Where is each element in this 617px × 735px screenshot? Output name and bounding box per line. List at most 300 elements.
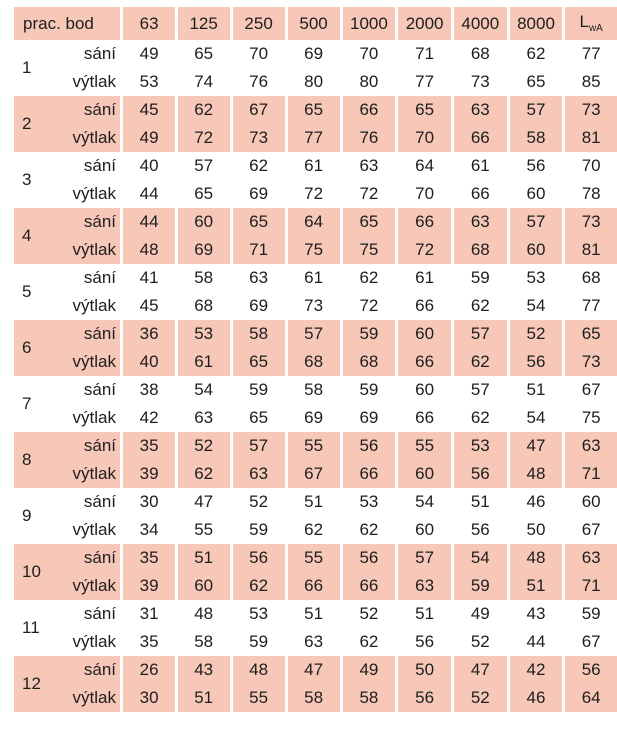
header-freq-500: 500 bbox=[288, 7, 343, 40]
lwa-main: L bbox=[579, 12, 589, 31]
value-cell: 56 bbox=[510, 348, 566, 376]
value-cell: 71 bbox=[233, 236, 288, 264]
value-cell: 72 bbox=[343, 292, 399, 320]
value-cell: 65 bbox=[398, 96, 454, 124]
lwa-cell: 67 bbox=[565, 628, 617, 656]
value-cell: 55 bbox=[288, 432, 343, 460]
point-number: 6 bbox=[22, 338, 32, 357]
value-cell: 51 bbox=[178, 684, 233, 712]
value-cell: 76 bbox=[343, 124, 399, 152]
table-row-point-3-sani bbox=[14, 152, 617, 180]
lwa-cell: 63 bbox=[565, 432, 617, 460]
value-cell: 68 bbox=[343, 348, 399, 376]
value-cell: 62 bbox=[343, 628, 399, 656]
mode-label-vytlak: výtlak bbox=[72, 240, 116, 259]
point-number: 10 bbox=[22, 562, 41, 581]
mode-label-vytlak: výtlak bbox=[72, 576, 116, 595]
mode-label-vytlak: výtlak bbox=[72, 352, 116, 371]
value-cell: 57 bbox=[454, 320, 510, 348]
value-cell: 59 bbox=[233, 628, 288, 656]
row-label bbox=[14, 152, 123, 189]
value-cell: 57 bbox=[510, 208, 566, 236]
value-cell: 44 bbox=[510, 628, 566, 656]
table-row-point-8-sani bbox=[14, 432, 617, 460]
table-row-point-9-vytlak bbox=[14, 516, 617, 544]
mode-label-sani: sání bbox=[83, 268, 116, 287]
value-cell: 72 bbox=[343, 180, 399, 208]
value-cell: 57 bbox=[233, 432, 288, 460]
value-cell: 68 bbox=[178, 292, 233, 320]
value-cell: 66 bbox=[343, 572, 399, 600]
mode-label-vytlak: výtlak bbox=[72, 632, 116, 651]
value-cell: 74 bbox=[178, 68, 233, 96]
mode-label-sani: sání bbox=[83, 100, 116, 119]
table-row-point-9-sani bbox=[14, 488, 617, 516]
value-cell: 72 bbox=[178, 124, 233, 152]
value-cell: 39 bbox=[123, 460, 177, 488]
noise-levels-table bbox=[14, 7, 617, 712]
table-row-point-8-vytlak bbox=[14, 460, 617, 488]
mode-label-sani: sání bbox=[83, 492, 116, 511]
lwa-cell: 73 bbox=[565, 96, 617, 124]
value-cell: 65 bbox=[343, 208, 399, 236]
table-body bbox=[14, 40, 617, 712]
value-cell: 55 bbox=[178, 516, 233, 544]
value-cell: 43 bbox=[510, 600, 566, 628]
value-cell: 58 bbox=[288, 684, 343, 712]
value-cell: 48 bbox=[510, 460, 566, 488]
value-cell: 63 bbox=[454, 96, 510, 124]
value-cell: 68 bbox=[454, 236, 510, 264]
mode-label-sani: sání bbox=[83, 548, 116, 567]
value-cell: 36 bbox=[123, 320, 177, 348]
value-cell: 34 bbox=[123, 516, 177, 544]
row-label bbox=[14, 600, 123, 637]
value-cell: 26 bbox=[123, 656, 177, 684]
value-cell: 30 bbox=[123, 488, 177, 516]
header-lwa bbox=[565, 7, 617, 40]
value-cell: 71 bbox=[398, 40, 454, 68]
row-label bbox=[14, 40, 123, 77]
point-number: 7 bbox=[22, 394, 32, 413]
value-cell: 69 bbox=[288, 40, 343, 68]
value-cell: 51 bbox=[510, 376, 566, 404]
value-cell: 55 bbox=[398, 432, 454, 460]
lwa-cell: 71 bbox=[565, 460, 617, 488]
value-cell: 53 bbox=[178, 320, 233, 348]
value-cell: 66 bbox=[454, 180, 510, 208]
value-cell: 54 bbox=[510, 292, 566, 320]
value-cell: 54 bbox=[178, 376, 233, 404]
table-row-point-6-vytlak bbox=[14, 348, 617, 376]
table-row-point-4-sani bbox=[14, 208, 617, 236]
table-row-point-6-sani bbox=[14, 320, 617, 348]
table-row-point-10-vytlak bbox=[14, 572, 617, 600]
value-cell: 52 bbox=[510, 320, 566, 348]
value-cell: 62 bbox=[454, 292, 510, 320]
value-cell: 58 bbox=[510, 124, 566, 152]
header-freq-2000: 2000 bbox=[398, 7, 454, 40]
value-cell: 66 bbox=[398, 404, 454, 432]
value-cell: 44 bbox=[123, 180, 177, 208]
value-cell: 52 bbox=[343, 600, 399, 628]
value-cell: 53 bbox=[123, 68, 177, 96]
lwa-cell: 81 bbox=[565, 124, 617, 152]
row-label bbox=[14, 488, 123, 525]
value-cell: 59 bbox=[454, 264, 510, 292]
value-cell: 40 bbox=[123, 348, 177, 376]
header-freq-125: 125 bbox=[178, 7, 233, 40]
table-row-point-5-sani bbox=[14, 264, 617, 292]
value-cell: 60 bbox=[398, 516, 454, 544]
lwa-cell: 60 bbox=[565, 488, 617, 516]
value-cell: 62 bbox=[510, 40, 566, 68]
value-cell: 50 bbox=[510, 516, 566, 544]
value-cell: 53 bbox=[510, 264, 566, 292]
header-freq-1000: 1000 bbox=[343, 7, 399, 40]
value-cell: 66 bbox=[454, 124, 510, 152]
value-cell: 64 bbox=[398, 152, 454, 180]
row-label bbox=[14, 432, 123, 469]
mode-label-vytlak: výtlak bbox=[72, 296, 116, 315]
value-cell: 52 bbox=[454, 628, 510, 656]
value-cell: 66 bbox=[288, 572, 343, 600]
value-cell: 63 bbox=[233, 460, 288, 488]
value-cell: 42 bbox=[510, 656, 566, 684]
value-cell: 65 bbox=[233, 348, 288, 376]
value-cell: 42 bbox=[123, 404, 177, 432]
value-cell: 70 bbox=[398, 180, 454, 208]
value-cell: 65 bbox=[233, 404, 288, 432]
mode-label-vytlak: výtlak bbox=[72, 128, 116, 147]
value-cell: 63 bbox=[343, 152, 399, 180]
value-cell: 59 bbox=[233, 516, 288, 544]
row-label bbox=[14, 208, 123, 245]
value-cell: 49 bbox=[343, 656, 399, 684]
value-cell: 56 bbox=[343, 432, 399, 460]
value-cell: 68 bbox=[454, 40, 510, 68]
header-freq-63: 63 bbox=[123, 7, 177, 40]
mode-label-vytlak: výtlak bbox=[72, 408, 116, 427]
value-cell: 73 bbox=[288, 292, 343, 320]
value-cell: 76 bbox=[233, 68, 288, 96]
value-cell: 56 bbox=[343, 544, 399, 572]
point-number: 3 bbox=[22, 170, 32, 189]
value-cell: 65 bbox=[178, 40, 233, 68]
value-cell: 70 bbox=[233, 40, 288, 68]
value-cell: 63 bbox=[288, 628, 343, 656]
point-number: 1 bbox=[22, 58, 32, 77]
table-row-point-1-vytlak bbox=[14, 68, 617, 96]
table-row-point-1-sani bbox=[14, 40, 617, 68]
lwa-cell: 67 bbox=[565, 376, 617, 404]
value-cell: 61 bbox=[398, 264, 454, 292]
value-cell: 61 bbox=[288, 152, 343, 180]
row-label bbox=[14, 320, 123, 357]
value-cell: 48 bbox=[233, 656, 288, 684]
value-cell: 65 bbox=[288, 96, 343, 124]
value-cell: 73 bbox=[233, 124, 288, 152]
lwa-cell: 67 bbox=[565, 516, 617, 544]
value-cell: 53 bbox=[343, 488, 399, 516]
value-cell: 69 bbox=[178, 236, 233, 264]
value-cell: 48 bbox=[510, 544, 566, 572]
value-cell: 69 bbox=[233, 292, 288, 320]
value-cell: 35 bbox=[123, 432, 177, 460]
value-cell: 52 bbox=[233, 488, 288, 516]
value-cell: 66 bbox=[398, 348, 454, 376]
table-row-point-10-sani bbox=[14, 544, 617, 572]
row-label bbox=[14, 656, 123, 693]
value-cell: 70 bbox=[343, 40, 399, 68]
value-cell: 30 bbox=[123, 684, 177, 712]
lwa-cell: 81 bbox=[565, 236, 617, 264]
value-cell: 56 bbox=[454, 460, 510, 488]
value-cell: 58 bbox=[288, 376, 343, 404]
value-cell: 62 bbox=[454, 348, 510, 376]
value-cell: 41 bbox=[123, 264, 177, 292]
value-cell: 31 bbox=[123, 600, 177, 628]
table-header-row bbox=[14, 7, 617, 40]
value-cell: 65 bbox=[233, 208, 288, 236]
lwa-cell: 64 bbox=[565, 684, 617, 712]
value-cell: 64 bbox=[288, 208, 343, 236]
value-cell: 54 bbox=[454, 544, 510, 572]
value-cell: 56 bbox=[454, 516, 510, 544]
point-number: 9 bbox=[22, 506, 32, 525]
value-cell: 49 bbox=[123, 124, 177, 152]
mode-label-sani: sání bbox=[83, 156, 116, 175]
point-number: 4 bbox=[22, 226, 32, 245]
value-cell: 62 bbox=[343, 264, 399, 292]
value-cell: 60 bbox=[398, 376, 454, 404]
value-cell: 69 bbox=[233, 180, 288, 208]
value-cell: 57 bbox=[178, 152, 233, 180]
header-freq-250: 250 bbox=[233, 7, 288, 40]
value-cell: 66 bbox=[343, 96, 399, 124]
value-cell: 51 bbox=[288, 600, 343, 628]
table-row-point-11-vytlak bbox=[14, 628, 617, 656]
mode-label-sani: sání bbox=[83, 324, 116, 343]
value-cell: 54 bbox=[398, 488, 454, 516]
value-cell: 62 bbox=[343, 516, 399, 544]
value-cell: 35 bbox=[123, 628, 177, 656]
value-cell: 56 bbox=[510, 152, 566, 180]
table-row-point-4-vytlak bbox=[14, 236, 617, 264]
value-cell: 38 bbox=[123, 376, 177, 404]
lwa-cell: 85 bbox=[565, 68, 617, 96]
value-cell: 80 bbox=[343, 68, 399, 96]
mode-label-vytlak: výtlak bbox=[72, 72, 116, 91]
value-cell: 47 bbox=[454, 656, 510, 684]
value-cell: 62 bbox=[288, 516, 343, 544]
mode-label-sani: sání bbox=[83, 44, 116, 63]
point-number: 8 bbox=[22, 450, 32, 469]
value-cell: 60 bbox=[178, 208, 233, 236]
header-freq-8000: 8000 bbox=[510, 7, 566, 40]
value-cell: 56 bbox=[398, 628, 454, 656]
value-cell: 60 bbox=[398, 320, 454, 348]
value-cell: 53 bbox=[454, 432, 510, 460]
value-cell: 51 bbox=[454, 488, 510, 516]
value-cell: 62 bbox=[233, 572, 288, 600]
value-cell: 63 bbox=[454, 208, 510, 236]
value-cell: 69 bbox=[288, 404, 343, 432]
value-cell: 51 bbox=[178, 544, 233, 572]
table-row-point-12-vytlak bbox=[14, 684, 617, 712]
value-cell: 47 bbox=[288, 656, 343, 684]
value-cell: 62 bbox=[233, 152, 288, 180]
lwa-cell: 75 bbox=[565, 404, 617, 432]
value-cell: 45 bbox=[123, 96, 177, 124]
table-row-point-2-sani bbox=[14, 96, 617, 124]
mode-label-sani: sání bbox=[83, 212, 116, 231]
mode-label-vytlak: výtlak bbox=[72, 184, 116, 203]
value-cell: 65 bbox=[178, 180, 233, 208]
table-row-point-7-vytlak bbox=[14, 404, 617, 432]
value-cell: 57 bbox=[288, 320, 343, 348]
value-cell: 59 bbox=[343, 376, 399, 404]
value-cell: 56 bbox=[398, 684, 454, 712]
value-cell: 52 bbox=[178, 432, 233, 460]
value-cell: 59 bbox=[233, 376, 288, 404]
mode-label-sani: sání bbox=[83, 604, 116, 623]
value-cell: 58 bbox=[233, 320, 288, 348]
lwa-cell: 71 bbox=[565, 572, 617, 600]
lwa-cell: 73 bbox=[565, 348, 617, 376]
value-cell: 65 bbox=[510, 68, 566, 96]
value-cell: 57 bbox=[454, 376, 510, 404]
value-cell: 62 bbox=[454, 404, 510, 432]
value-cell: 35 bbox=[123, 544, 177, 572]
value-cell: 63 bbox=[398, 572, 454, 600]
value-cell: 44 bbox=[123, 208, 177, 236]
lwa-cell: 77 bbox=[565, 292, 617, 320]
value-cell: 68 bbox=[288, 348, 343, 376]
mode-label-sani: sání bbox=[83, 380, 116, 399]
value-cell: 47 bbox=[178, 488, 233, 516]
table-row-point-2-vytlak bbox=[14, 124, 617, 152]
value-cell: 75 bbox=[288, 236, 343, 264]
table-row-point-7-sani bbox=[14, 376, 617, 404]
mode-label-sani: sání bbox=[83, 436, 116, 455]
table-row-point-3-vytlak bbox=[14, 180, 617, 208]
value-cell: 59 bbox=[454, 572, 510, 600]
value-cell: 49 bbox=[454, 600, 510, 628]
value-cell: 49 bbox=[123, 40, 177, 68]
value-cell: 46 bbox=[510, 684, 566, 712]
value-cell: 59 bbox=[343, 320, 399, 348]
table-row-point-11-sani bbox=[14, 600, 617, 628]
value-cell: 66 bbox=[398, 292, 454, 320]
value-cell: 48 bbox=[123, 236, 177, 264]
value-cell: 67 bbox=[233, 96, 288, 124]
lwa-cell: 63 bbox=[565, 544, 617, 572]
value-cell: 66 bbox=[343, 460, 399, 488]
mode-label-sani: sání bbox=[83, 660, 116, 679]
value-cell: 48 bbox=[178, 600, 233, 628]
value-cell: 51 bbox=[398, 600, 454, 628]
value-cell: 60 bbox=[510, 180, 566, 208]
header-point-label: prac. bod bbox=[14, 7, 123, 40]
value-cell: 77 bbox=[288, 124, 343, 152]
lwa-cell: 73 bbox=[565, 208, 617, 236]
value-cell: 57 bbox=[510, 96, 566, 124]
value-cell: 46 bbox=[510, 488, 566, 516]
lwa-cell: 68 bbox=[565, 264, 617, 292]
value-cell: 72 bbox=[288, 180, 343, 208]
value-cell: 61 bbox=[178, 348, 233, 376]
row-label bbox=[14, 264, 123, 301]
value-cell: 69 bbox=[343, 404, 399, 432]
value-cell: 62 bbox=[178, 96, 233, 124]
value-cell: 55 bbox=[233, 684, 288, 712]
value-cell: 63 bbox=[178, 404, 233, 432]
value-cell: 39 bbox=[123, 572, 177, 600]
lwa-cell: 77 bbox=[565, 40, 617, 68]
row-label bbox=[14, 96, 123, 133]
value-cell: 45 bbox=[123, 292, 177, 320]
point-number: 5 bbox=[22, 282, 32, 301]
value-cell: 80 bbox=[288, 68, 343, 96]
value-cell: 58 bbox=[178, 264, 233, 292]
mode-label-vytlak: výtlak bbox=[72, 464, 116, 483]
value-cell: 61 bbox=[288, 264, 343, 292]
value-cell: 62 bbox=[178, 460, 233, 488]
lwa-cell: 78 bbox=[565, 180, 617, 208]
value-cell: 72 bbox=[398, 236, 454, 264]
value-cell: 70 bbox=[398, 124, 454, 152]
mode-label-vytlak: výtlak bbox=[72, 688, 116, 707]
header-freq-4000: 4000 bbox=[454, 7, 510, 40]
lwa-cell: 65 bbox=[565, 320, 617, 348]
table-row-point-5-vytlak bbox=[14, 292, 617, 320]
value-cell: 73 bbox=[454, 68, 510, 96]
row-label bbox=[14, 544, 123, 581]
value-cell: 60 bbox=[398, 460, 454, 488]
lwa-cell: 70 bbox=[565, 152, 617, 180]
value-cell: 50 bbox=[398, 656, 454, 684]
value-cell: 43 bbox=[178, 656, 233, 684]
lwa-cell: 56 bbox=[565, 656, 617, 684]
value-cell: 58 bbox=[178, 628, 233, 656]
row-label bbox=[14, 376, 123, 413]
table-row-point-12-sani bbox=[14, 656, 617, 684]
value-cell: 55 bbox=[288, 544, 343, 572]
point-number: 11 bbox=[22, 618, 40, 637]
lwa-cell: 59 bbox=[565, 600, 617, 628]
value-cell: 66 bbox=[398, 208, 454, 236]
point-number: 2 bbox=[22, 114, 32, 133]
value-cell: 54 bbox=[510, 404, 566, 432]
value-cell: 56 bbox=[233, 544, 288, 572]
value-cell: 47 bbox=[510, 432, 566, 460]
value-cell: 60 bbox=[178, 572, 233, 600]
lwa-subscript: wA bbox=[588, 23, 603, 34]
value-cell: 51 bbox=[510, 572, 566, 600]
value-cell: 61 bbox=[454, 152, 510, 180]
value-cell: 53 bbox=[233, 600, 288, 628]
value-cell: 51 bbox=[288, 488, 343, 516]
mode-label-vytlak: výtlak bbox=[72, 520, 116, 539]
value-cell: 75 bbox=[343, 236, 399, 264]
value-cell: 40 bbox=[123, 152, 177, 180]
value-cell: 52 bbox=[454, 684, 510, 712]
value-cell: 60 bbox=[510, 236, 566, 264]
point-number: 12 bbox=[22, 674, 41, 693]
value-cell: 67 bbox=[288, 460, 343, 488]
value-cell: 58 bbox=[343, 684, 399, 712]
